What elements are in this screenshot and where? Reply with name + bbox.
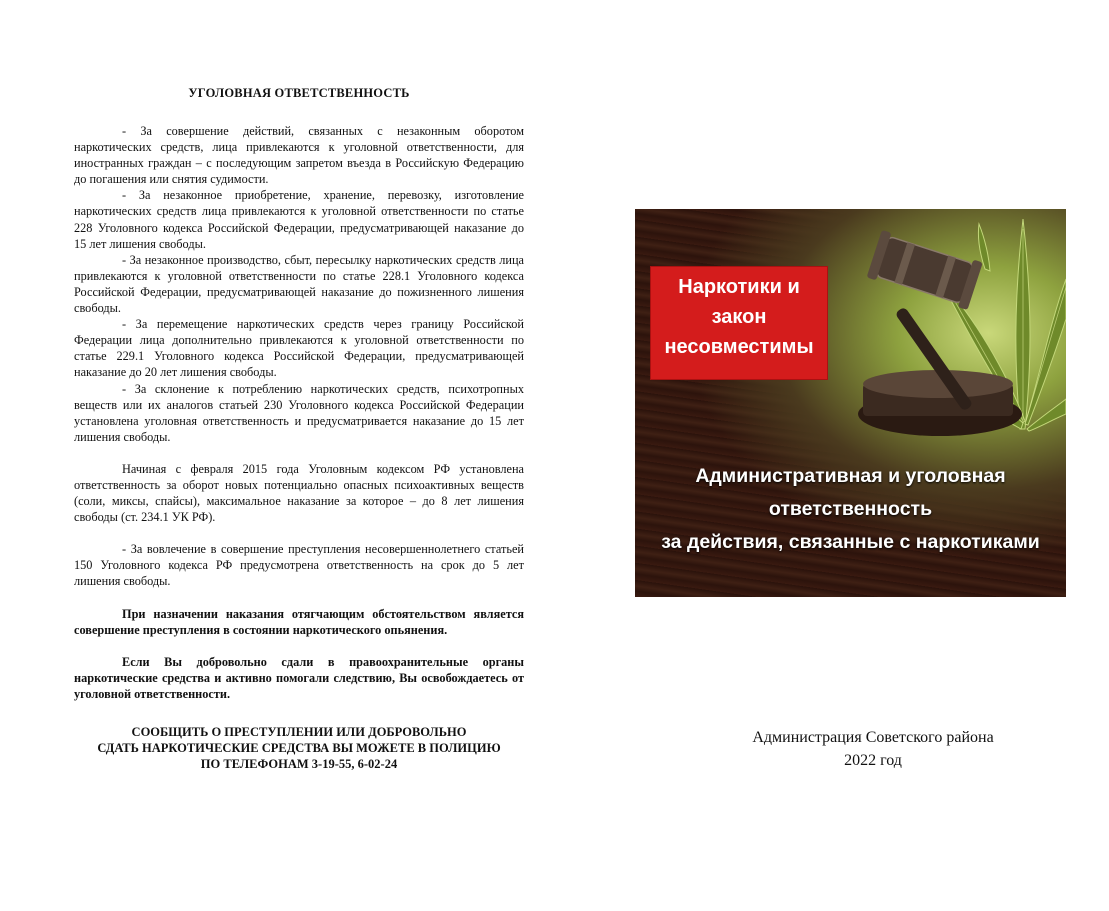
paragraph-article-230: - За склонение к потреблению наркотических средств, психотропных веществ или их аналогов статьей 230 Уголовного кодекса Российской Федерации установлена уголовная ответственность и предусматривается наказание до 15 лет лишения свободы. xyxy=(74,381,524,444)
footer-year: 2022 год xyxy=(844,752,902,769)
paragraph-article-228: - За незаконное приобретение, хранение, перевозку, изготовление наркотических средств лица привлекаются к уголовной ответственности по статье 228 Уголовного кодекса Российской Федерации, предусматривающей наказание до 15 лет лишения свободы. xyxy=(74,188,524,251)
paragraph-article-150: - За вовлечение в совершение преступления несовершеннолетнего статьей 150 Уголовного кодекса РФ предусмотрена ответственность на срок до 5 лет лишения свободы. xyxy=(74,542,524,589)
poster-banner xyxy=(651,267,827,379)
banner-line: закон xyxy=(711,306,767,328)
gavel-icon xyxy=(858,230,1022,436)
closing-line: СДАТЬ НАРКОТИЧЕСКИЕ СРЕДСТВА ВЫ МОЖЕТЕ В ПОЛИЦИЮ xyxy=(97,741,501,755)
paragraph-article-234-1: Начиная с февраля 2015 года Уголовным кодексом РФ установлена ответственность за оборот новых потенциально опасных психоактивных веществ (соли, миксы, спайсы), максимальное наказание за которое – до 8 лет лишения свободы (ст. 234.1 УК РФ). xyxy=(74,461,524,525)
closing-notice xyxy=(74,724,524,772)
left-column xyxy=(74,86,524,772)
subtitle-line: за действия, связанные с наркотиками xyxy=(661,531,1040,553)
subtitle-line: ответственность xyxy=(768,498,933,520)
paragraph-illegal-circulation: - За совершение действий, связанных с незаконным оборотом наркотических средств, лица привлекаются к уголовной ответственности, для иностранных граждан – с последующим запретом въезда в Российскую Федерацию до погашения или снятия судимости. xyxy=(74,124,524,187)
closing-line: ПО ТЕЛЕФОНАМ 3-19-55, 6-02-24 xyxy=(200,757,398,771)
footer xyxy=(700,726,1046,772)
banner-line: Наркотики и xyxy=(678,276,800,298)
paragraph-article-228-1: - За незаконное производство, сбыт, пересылку наркотических средств лица привлекаются к уголовной ответственности по статье 228.1 Уголовного кодекса Российской Федерации, предусматривающей наказание до пожизненного лишения свободы. xyxy=(74,252,524,316)
document-title: УГОЛОВНАЯ ОТВЕТСТВЕННОСТЬ xyxy=(188,86,410,100)
footer-org: Администрация Советского района xyxy=(752,729,994,746)
poster-image xyxy=(635,209,1066,597)
paragraph-article-229-1: - За перемещение наркотических средств через границу Российской Федерации лица дополнительно привлекаются к уголовной ответственности по статье 229.1 Уголовного кодекса Российской Федерации, предусматривающей наказание до 20 лет лишения свободы. xyxy=(74,317,524,380)
subtitle-line: Административная и уголовная xyxy=(695,465,1006,487)
banner-line: несовместимы xyxy=(664,336,814,358)
paragraph-aggravating: При назначении наказания отягчающим обстоятельством является совершение преступления в состоянии наркотического опьянения. xyxy=(74,606,524,637)
paragraph-exemption: Если Вы добровольно сдали в правоохранительные органы наркотические средства и активно помогали следствию, Вы освобождаетесь от уголовной ответственности. xyxy=(74,654,524,701)
closing-line: СООБЩИТЬ О ПРЕСТУПЛЕНИИ ИЛИ ДОБРОВОЛЬНО xyxy=(131,725,467,739)
poster-art xyxy=(845,209,1066,441)
poster-subtitle xyxy=(635,460,1066,559)
